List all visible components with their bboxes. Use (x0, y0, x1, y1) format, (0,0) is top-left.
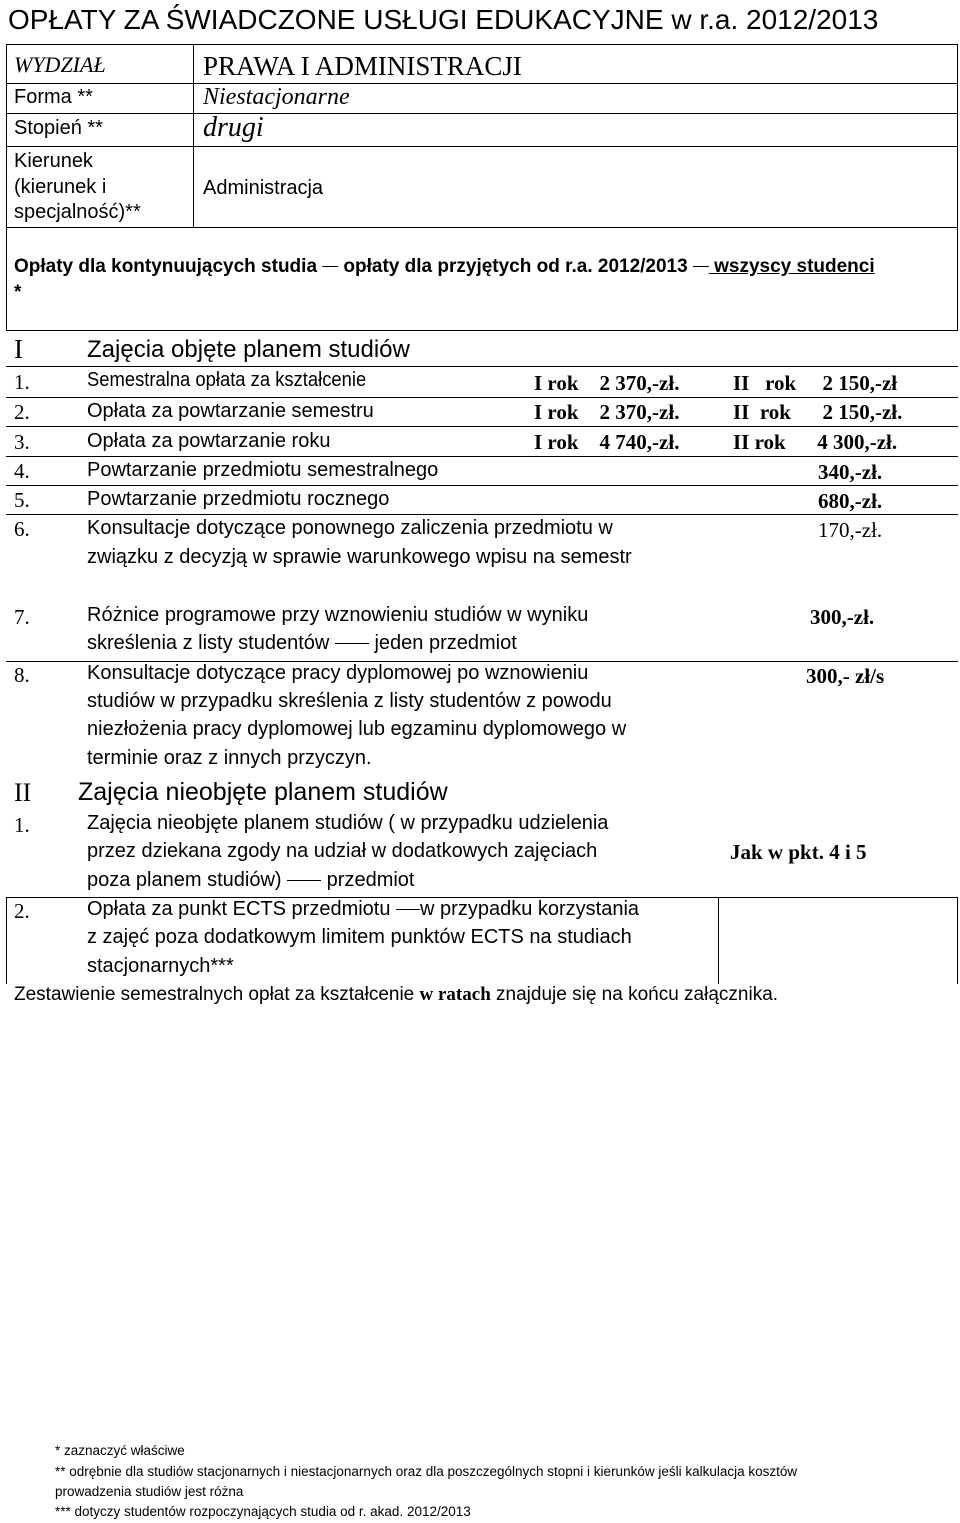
zestawienie-text: Zestawienie semestralnych opłat za kształcenie (14, 984, 420, 1005)
row-divider (6, 426, 958, 427)
row-price: 300,-zł. (810, 605, 875, 629)
row-label (87, 898, 639, 921)
row-number: 8. (14, 663, 30, 687)
row-number: 6. (14, 517, 30, 541)
row-price-year-2: II rok 2 150,-zł. (733, 400, 903, 424)
row-price-year-2: II rok 4 300,-zł. (733, 430, 898, 454)
row-number: 3. (14, 430, 30, 454)
table-left-border (6, 44, 7, 331)
row-label: przez dziekana zgody na udział w dodatkowych zajęciach (87, 840, 598, 862)
strikethrough-dash (322, 256, 338, 277)
row-label-part: Opłata za punkt ECTS przedmiotu (87, 898, 397, 920)
footnote: ** odrębnie dla studiów stacjonarnych i niestacjonarnych oraz dla poszczególnych stopni i kierunków jeśli kalkulacja kosztów (55, 1464, 798, 1479)
section-2-number: II (14, 778, 32, 807)
row-label: terminie oraz z innych przyczyn. (87, 747, 372, 769)
row-label-part: jeden przedmiot (368, 632, 517, 654)
row-label: związku z decyzją w sprawie warunkowego wpisu na semestr (87, 546, 632, 568)
kierunek-value: Administracja (203, 177, 324, 199)
footnote: prowadzenia studiów jest różna (55, 1484, 244, 1499)
section-2-title: Zajęcia nieobjęte planem studiów (78, 778, 448, 806)
oplaty-option-kontynuujacy: Opłaty dla kontynuujących studia (14, 256, 323, 277)
row-price: 170,-zł. (818, 518, 883, 542)
kierunek-label: specjalność)** (14, 201, 141, 223)
row-number: 1. (14, 370, 30, 394)
row-label (87, 632, 517, 655)
stopien-label: Stopień ** (14, 117, 103, 139)
stopien-value: drugi (203, 112, 264, 143)
row-divider (6, 485, 958, 486)
row-label: Semestralna opłata za kształcenie (87, 369, 367, 391)
row-label: Konsultacje dotyczące ponownego zaliczenia przedmiotu w (87, 517, 613, 539)
row-price: 300,- zł/s (806, 664, 885, 688)
header-table-bottom-border (6, 227, 958, 228)
row-price: Jak w pkt. 4 i 5 (730, 840, 867, 864)
row-number: 2. (14, 400, 30, 424)
wydzial-value: PRAWA I ADMINISTRACJI (203, 51, 522, 81)
header-row-divider (6, 83, 958, 84)
oplaty-option-wszyscy: wszyscy studenci (708, 256, 875, 277)
row-label (87, 869, 414, 892)
table-left-border (6, 897, 7, 984)
price-column-divider (718, 897, 719, 984)
row-price: 680,-zł. (818, 489, 883, 513)
forma-value: Niestacjonarne (203, 84, 350, 110)
oplaty-box-bottom-border (6, 330, 958, 331)
footnote: * zaznaczyć właściwe (55, 1443, 185, 1458)
row-label: z zajęć poza dodatkowym limitem punktów ECTS na studiach (87, 926, 632, 948)
row-price-year-1: I rok 4 740,-zł. (534, 430, 680, 454)
row-price-year-1: I rok 2 370,-zł. (534, 400, 680, 424)
row-number: 2. (14, 899, 30, 923)
row-label-part: poza planem studiów) (87, 869, 288, 891)
oplaty-footnote-star: * (14, 282, 22, 303)
row-number: 1. (14, 813, 30, 837)
em-dash (287, 880, 321, 881)
page-title: OPŁATY ZA ŚWIADCZONE USŁUGI EDUKACYJNE w r.a. 2012/2013 (8, 4, 879, 35)
header-row-divider (6, 146, 958, 147)
row-number: 5. (14, 488, 30, 512)
row-label: Opłata za powtarzanie roku (87, 430, 331, 452)
header-column-divider (193, 44, 194, 228)
row-label: Różnice programowe przy wznowieniu studiów w wyniku (87, 604, 589, 626)
row-label-part: skreślenia z listy studentów (87, 632, 335, 654)
header-table-top-border (6, 44, 958, 45)
row-divider (6, 397, 958, 398)
oplaty-option-przyjeci: opłaty dla przyjętych od r.a. 2012/2013 (338, 256, 693, 277)
em-dash (335, 643, 369, 644)
em-dash (396, 909, 420, 910)
zestawienie-note (14, 984, 778, 1006)
oplaty-line (14, 256, 875, 278)
row-label: Powtarzanie przedmiotu rocznego (87, 488, 390, 510)
row-label: Powtarzanie przedmiotu semestralnego (87, 459, 439, 481)
row-label: Konsultacje dotyczące pracy dyplomowej po wznowieniu (87, 662, 589, 684)
zestawienie-bold: w ratach (419, 984, 491, 1005)
table-right-border (957, 44, 958, 331)
row-price: 340,-zł. (818, 460, 883, 484)
row-label: stacjonarnych*** (87, 955, 234, 977)
forma-label: Forma ** (14, 86, 93, 108)
row-divider (6, 514, 958, 515)
section-divider (6, 366, 958, 367)
kierunek-label: (kierunek i (14, 176, 107, 198)
row-label: Zajęcia nieobjęte planem studiów ( w przypadku udzielenia (87, 812, 609, 834)
kierunek-label: Kierunek (14, 150, 93, 172)
zestawienie-text: znajduje się na końcu załącznika. (490, 984, 779, 1005)
row-divider (6, 456, 958, 457)
row-price-year-1: I rok 2 370,-zł. (534, 371, 680, 395)
row-label-part: w przypadku korzystania (420, 898, 640, 920)
row-label: Opłata za powtarzanie semestru (87, 400, 374, 422)
row-label-part: przedmiot (321, 869, 415, 891)
table-right-border (957, 897, 958, 984)
section-1-number: I (14, 334, 23, 364)
row-number: 4. (14, 459, 30, 483)
footnote: *** dotyczy studentów rozpoczynających studia od r. akad. 2012/2013 (55, 1504, 471, 1519)
row-number: 7. (14, 605, 30, 629)
strikethrough-dash (693, 256, 709, 277)
row-label: niezłożenia pracy dyplomowej lub egzaminu dyplomowego w (87, 718, 627, 740)
header-row-divider (6, 113, 958, 114)
row-price-year-2: II rok 2 150,-zł (733, 371, 898, 395)
row-label: studiów w przypadku skreślenia z listy studentów z powodu (87, 690, 612, 712)
wydzial-label: WYDZIAŁ (14, 52, 106, 77)
section-1-title: Zajęcia objęte planem studiów (87, 336, 410, 363)
